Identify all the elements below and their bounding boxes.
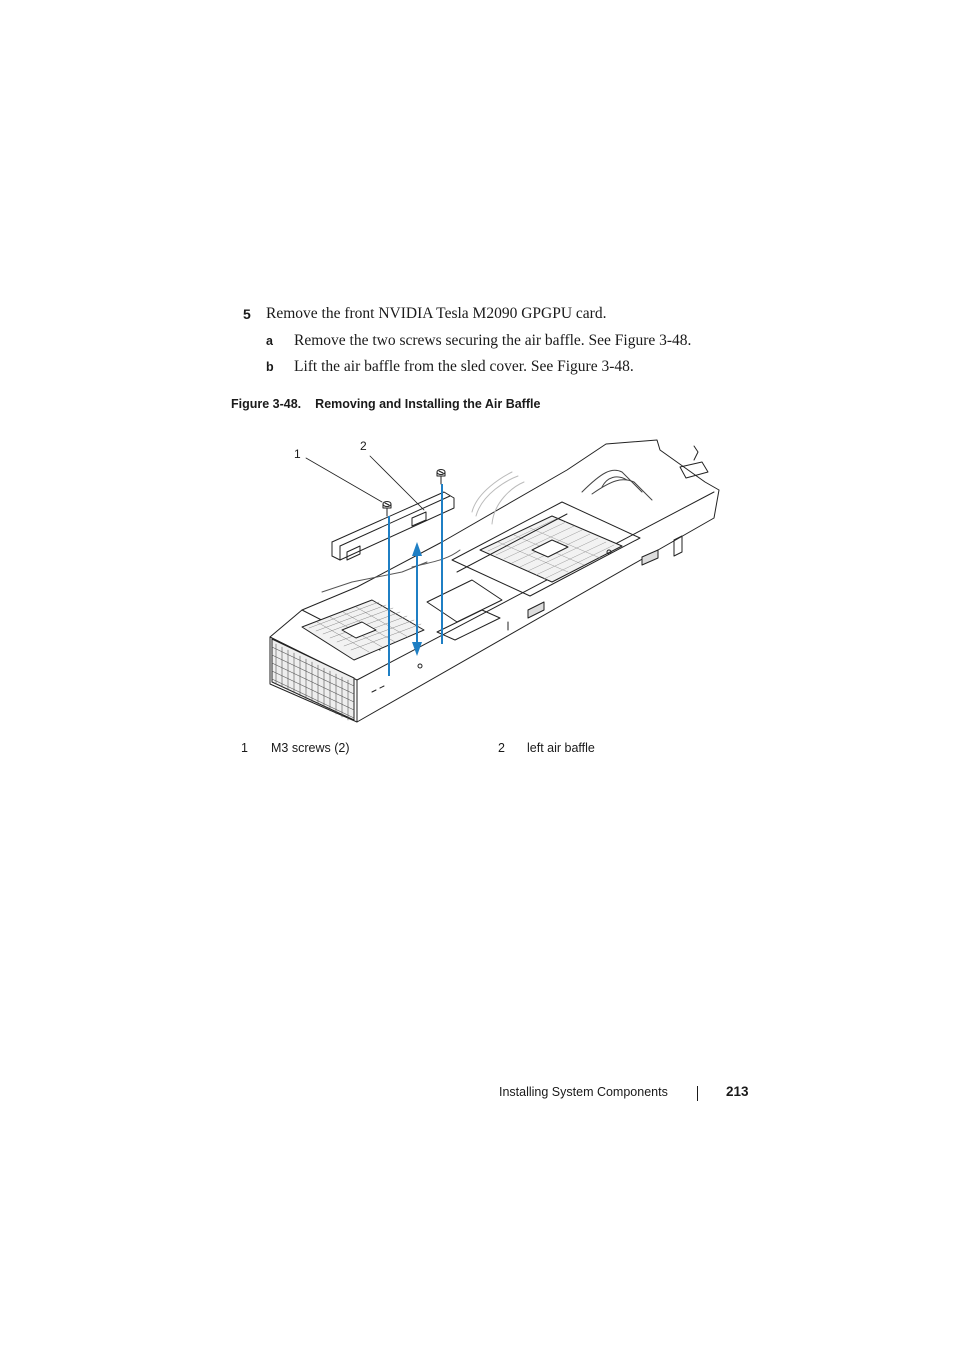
legend-number-1: 1 bbox=[241, 741, 248, 755]
step-text: Remove the front NVIDIA Tesla M2090 GPGPU card. bbox=[266, 305, 607, 322]
air-baffle-illustration bbox=[262, 432, 732, 727]
callout-1: 1 bbox=[294, 447, 301, 461]
figure-title: Removing and Installing the Air Baffle bbox=[315, 397, 541, 411]
lift-arrow-head-up bbox=[412, 542, 422, 556]
substep-b-text: Lift the air baffle from the sled cover. See Figure 3-48. bbox=[294, 358, 634, 375]
substep-a-letter: a bbox=[266, 334, 273, 348]
figure-caption bbox=[231, 397, 540, 411]
footer-separator bbox=[697, 1086, 698, 1101]
page-number: 213 bbox=[726, 1084, 749, 1099]
lift-arrow-head-down bbox=[412, 642, 422, 656]
leader-line-2 bbox=[370, 456, 424, 510]
legend-text-2: left air baffle bbox=[527, 741, 595, 755]
legend-text-1: M3 screws (2) bbox=[271, 741, 350, 755]
leader-line-1 bbox=[306, 458, 382, 502]
callout-2: 2 bbox=[360, 439, 367, 453]
footer-section: Installing System Components bbox=[499, 1085, 668, 1099]
sled-diagram bbox=[262, 432, 732, 727]
screw-right bbox=[437, 470, 445, 485]
screw-left bbox=[383, 502, 391, 517]
figure-label: Figure 3-48. bbox=[231, 397, 302, 411]
legend-number-2: 2 bbox=[498, 741, 505, 755]
substep-b-letter: b bbox=[266, 360, 274, 374]
substep-a-text: Remove the two screws securing the air baffle. See Figure 3-48. bbox=[294, 332, 692, 349]
step-number: 5 bbox=[243, 306, 251, 322]
